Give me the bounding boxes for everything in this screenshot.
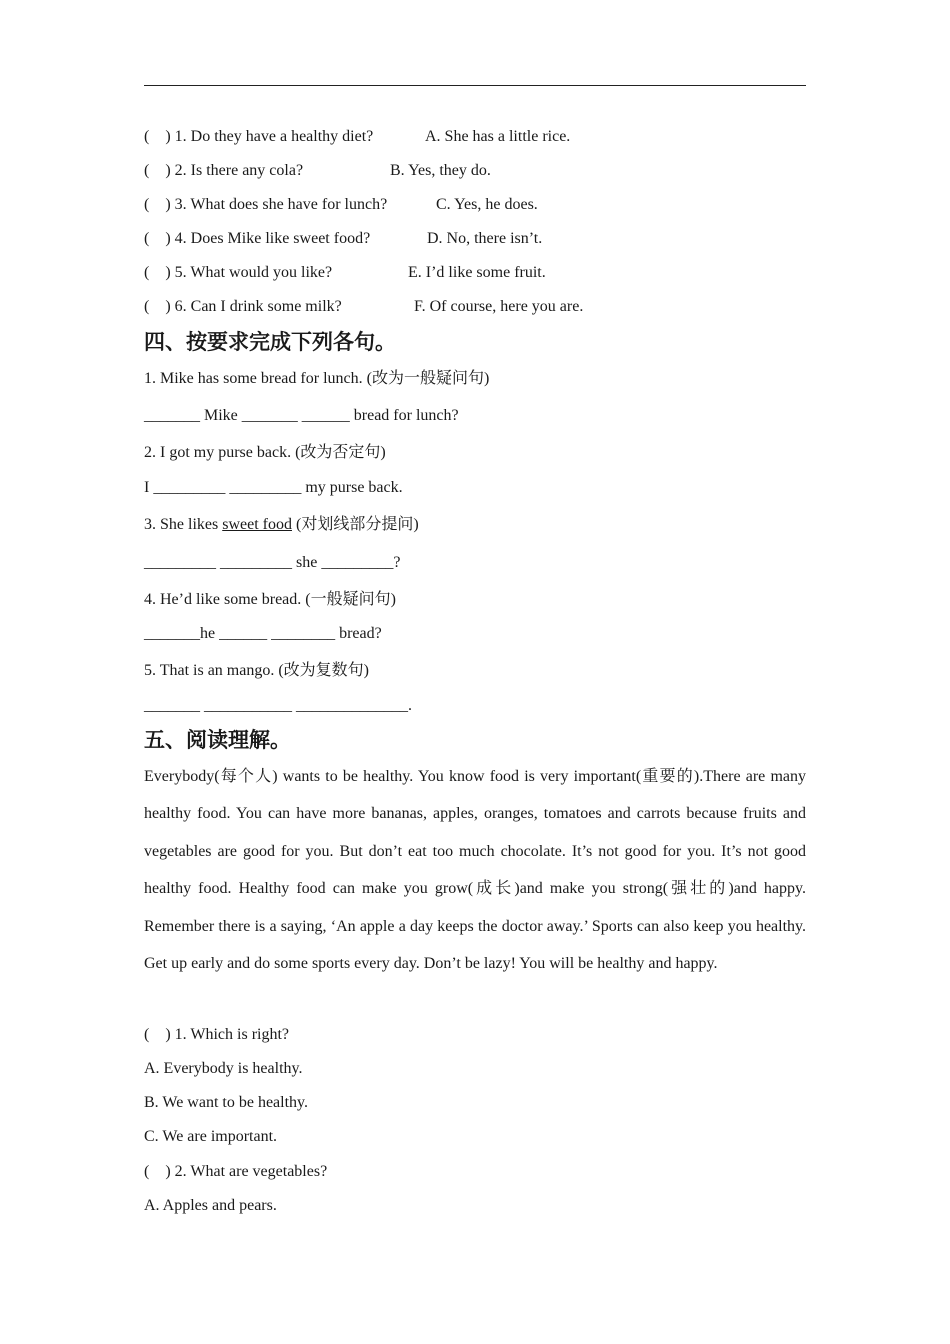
matching-question-1: ( ) 1. Do they have a healthy diet? bbox=[144, 128, 374, 145]
matching-answer-c: C. Yes, he does. bbox=[436, 196, 538, 213]
reading-q1-option-a: A. Everybody is healthy. bbox=[144, 1060, 303, 1077]
rewrite-prompt-5: 5. That is an mango. (改为复数句) bbox=[144, 662, 370, 679]
reading-passage: Everybody(每个人) wants to be healthy. You know food is very important(重要的).There are many healthy food. You can have more bananas, apples, oranges, tomatoes and carrots because fruits and vegetables are good for you. But don’t eat too much chocolate. It’s not good for you. It’s not good healthy food. Healthy food can make you grow(成长)and make you strong(强壮的)and happy. Remember there is a saying, ‘An apple a day keeps the doctor away.’ Sports can also keep you healthy. Get up early and do some sports every day. Don’t be lazy! You will be healthy and happy. bbox=[144, 768, 806, 973]
reading-q1-option-b: B. We want to be healthy. bbox=[144, 1094, 309, 1111]
matching-answer-f: F. Of course, here you are. bbox=[414, 298, 584, 315]
matching-answer-d: D. No, there isn’t. bbox=[427, 230, 543, 247]
matching-answer-b: B. Yes, they do. bbox=[390, 162, 491, 179]
reading-question-2: ( ) 2. What are vegetables? bbox=[144, 1163, 328, 1180]
header-rule bbox=[144, 85, 806, 86]
matching-question-5: ( ) 5. What would you like? bbox=[144, 264, 333, 281]
reading-q2-option-a: A. Apples and pears. bbox=[144, 1197, 277, 1214]
matching-question-6: ( ) 6. Can I drink some milk? bbox=[144, 298, 342, 315]
underlined-phrase: sweet food bbox=[222, 516, 292, 533]
rewrite-blank-2: I _________ _________ my purse back. bbox=[144, 479, 403, 496]
matching-question-4: ( ) 4. Does Mike like sweet food? bbox=[144, 230, 371, 247]
rewrite-prompt-3-post: (对划线部分提问) bbox=[291, 516, 419, 533]
matching-question-3: ( ) 3. What does she have for lunch? bbox=[144, 196, 388, 213]
reading-question-1: ( ) 1. Which is right? bbox=[144, 1026, 290, 1043]
rewrite-blank-3: _________ _________ she _________? bbox=[144, 554, 401, 571]
rewrite-prompt-4: 4. He’d like some bread. (一般疑问句) bbox=[144, 591, 396, 608]
rewrite-prompt-3 bbox=[144, 515, 419, 535]
section-5-heading: 五、阅读理解。 bbox=[144, 728, 291, 752]
section-4-heading: 四、按要求完成下列各句。 bbox=[144, 330, 396, 354]
matching-answer-e: E. I’d like some fruit. bbox=[408, 264, 546, 281]
rewrite-blank-1: _______ Mike _______ ______ bread for lunch? bbox=[144, 407, 459, 424]
matching-answer-a: A. She has a little rice. bbox=[425, 128, 571, 145]
rewrite-blank-5: _______ ___________ ______________. bbox=[144, 697, 412, 714]
matching-question-2: ( ) 2. Is there any cola? bbox=[144, 162, 304, 179]
reading-q1-option-c: C. We are important. bbox=[144, 1128, 278, 1145]
rewrite-prompt-3-pre: 3. She likes bbox=[144, 516, 223, 533]
rewrite-prompt-2: 2. I got my purse back. (改为否定句) bbox=[144, 444, 386, 461]
rewrite-blank-4: _______he ______ ________ bread? bbox=[144, 625, 382, 642]
rewrite-prompt-1: 1. Mike has some bread for lunch. (改为一般疑问句) bbox=[144, 370, 490, 387]
